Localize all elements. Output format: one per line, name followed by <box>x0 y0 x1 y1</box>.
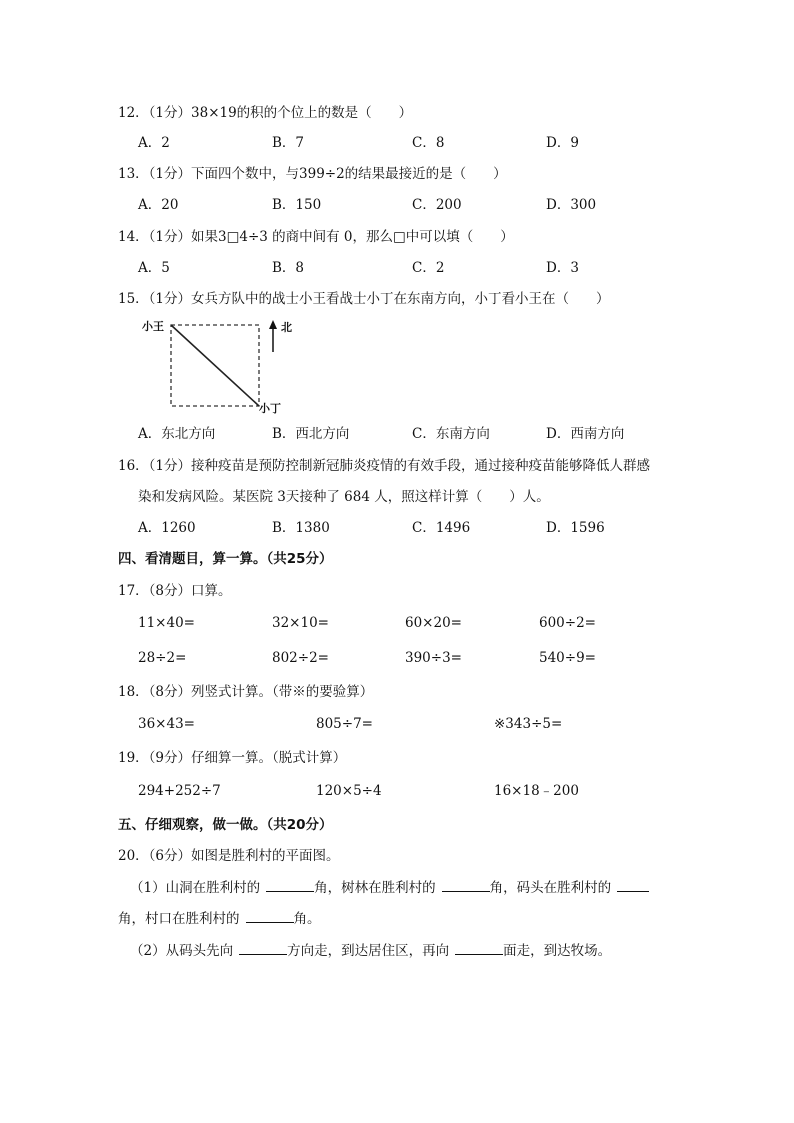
option-c: C．东南方向 <box>412 426 490 442</box>
oral-calc-item: 32×10= <box>272 615 329 631</box>
question-20-stem: 20．（6分）如图是胜利村的平面图。 <box>118 848 340 864</box>
section-4-title: 四、看清题目，算一算。（共25分） <box>118 551 333 567</box>
question-18-stem: 18．（8分）列竖式计算。（带※的要验算） <box>118 684 374 700</box>
part2-text: （2）从码头先向 <box>130 943 234 959</box>
question-15-stem: 15．（1分）女兵方队中的战士小王看战士小丁在东南方向，小丁看小王在（ ） <box>118 291 610 307</box>
stepwise-calc-item: 16×18﹣200 <box>494 783 579 799</box>
section-5-title: 五、仔细观察，做一做。（共20分） <box>118 817 333 833</box>
option-d: D．3 <box>546 260 579 276</box>
stepwise-calc-item: 120×5÷4 <box>316 783 382 799</box>
question-12-stem: 12．（1分）38×19的积的个位上的数是（ ） <box>118 105 413 121</box>
option-a: A．1260 <box>138 520 196 536</box>
question-17-stem: 17．（8分）口算。 <box>118 583 232 599</box>
option-b: B．西北方向 <box>272 426 350 442</box>
option-a: A．2 <box>138 135 170 151</box>
option-d: D．300 <box>546 197 597 213</box>
part2-text: 方向走，到达居住区，再向 <box>287 943 450 959</box>
option-b: B．8 <box>272 260 305 276</box>
oral-calc-item: 28÷2= <box>138 650 187 666</box>
vertical-calc-item: 36×43= <box>138 716 195 732</box>
vertical-calc-item: ※343÷5= <box>494 716 563 732</box>
answer-blank[interactable] <box>442 877 490 892</box>
answer-blank[interactable] <box>246 908 294 923</box>
question-20-part2 <box>130 940 611 961</box>
option-a: A．东北方向 <box>138 426 216 442</box>
question-13-stem: 13．（1分）下面四个数中，与399÷2的结果最接近的是（ ） <box>118 166 507 182</box>
question-14-stem: 14．（1分）如果3□4÷3 的商中间有 0，那么□中可以填（ ） <box>118 229 514 245</box>
answer-blank[interactable] <box>617 877 649 892</box>
question-16-stem-line1: 16．（1分）接种疫苗是预防控制新冠肺炎疫情的有效手段，通过接种疫苗能够降低人群感 <box>118 458 651 474</box>
option-b: B．1380 <box>272 520 330 536</box>
option-d: D．9 <box>546 135 579 151</box>
question-20-part1-line2 <box>118 908 321 929</box>
oral-calc-item: 802÷2= <box>272 650 329 666</box>
stepwise-calc-item: 294+252÷7 <box>138 783 221 799</box>
part1-text: （1）山洞在胜利村的 <box>130 880 261 896</box>
option-a: A．5 <box>138 260 170 276</box>
question-19-stem: 19．（9分）仔细算一算。（脱式计算） <box>118 750 347 766</box>
label-xiaowang: 小王 <box>142 320 164 333</box>
north-arrow-icon <box>269 320 277 329</box>
answer-blank[interactable] <box>239 940 287 955</box>
option-d: D．1596 <box>546 520 605 536</box>
label-north: 北 <box>281 321 292 334</box>
part1-text: 角，树林在胜利村的 <box>314 880 436 896</box>
answer-blank[interactable] <box>455 940 503 955</box>
oral-calc-item: 600÷2= <box>539 615 596 631</box>
question-16-stem-line2: 染和发病风险。某医院 3天接种了 684 人，照这样计算（ ）人。 <box>138 489 550 505</box>
part1-text: 角，村口在胜利村的 <box>118 911 240 927</box>
question-20-part1-line1 <box>130 877 649 898</box>
oral-calc-item: 540÷9= <box>539 650 596 666</box>
option-a: A．20 <box>138 197 179 213</box>
option-b: B．150 <box>272 197 322 213</box>
oral-calc-item: 11×40= <box>138 615 195 631</box>
diagonal-line <box>171 325 259 406</box>
part1-text: 角，码头在胜利村的 <box>489 880 612 896</box>
vertical-calc-item: 805÷7= <box>316 716 373 732</box>
option-c: C．2 <box>412 260 445 276</box>
label-xiaoding: 小丁 <box>259 402 281 415</box>
option-c: C．8 <box>412 135 445 151</box>
option-b: B．7 <box>272 135 305 151</box>
direction-diagram <box>138 316 308 418</box>
part1-text: 角。 <box>293 911 321 927</box>
part2-text: 面走，到达牧场。 <box>503 943 612 959</box>
option-d: D．西南方向 <box>546 426 625 442</box>
answer-blank[interactable] <box>266 877 314 892</box>
oral-calc-item: 390÷3= <box>405 650 462 666</box>
option-c: C．1496 <box>412 520 471 536</box>
oral-calc-item: 60×20= <box>405 615 462 631</box>
option-c: C．200 <box>412 197 462 213</box>
